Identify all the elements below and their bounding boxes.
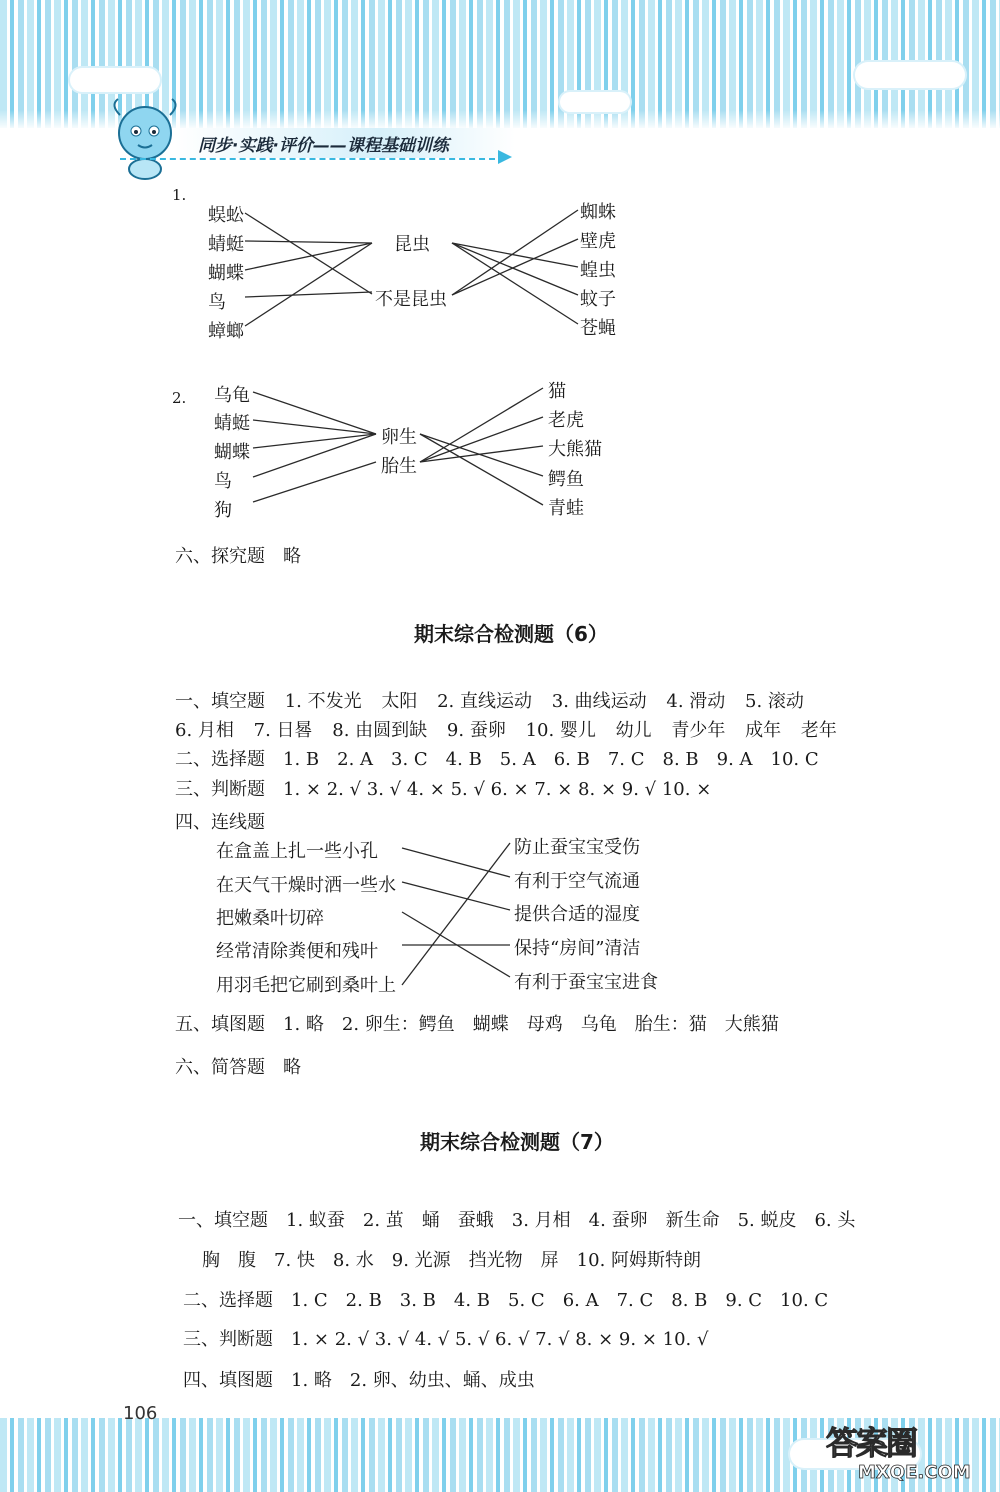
line-q1-hudie-kunchong	[245, 243, 372, 270]
line-q2-daxiongmao	[420, 446, 543, 462]
watermark-logo: 答案圈	[826, 1424, 917, 1462]
q1-right-item: 苍蝇	[580, 318, 616, 339]
line-q1-wugong-bushikunchong	[245, 213, 372, 294]
q6-answer: 六、探究题 略	[175, 546, 301, 567]
q1-center-item: 不是昆虫	[375, 289, 447, 310]
q2-left-item: 蝴蝶	[214, 442, 250, 463]
q2-center-item: 卵生	[381, 427, 417, 448]
q1-left-item: 蜻蜓	[208, 234, 244, 255]
series-title: 同步·实践·评价——课程基础训练	[198, 136, 449, 156]
q2-center-item: 胎生	[381, 456, 417, 477]
q2-number: 2.	[172, 389, 187, 407]
q2-left-item: 乌龟	[214, 385, 250, 406]
test6-match-label: 四、连线题	[175, 812, 265, 833]
fill-answer: 1. 不发光	[284, 691, 362, 712]
fill-label: 一、填空题	[175, 691, 265, 712]
fill-answer: 太阳	[381, 691, 418, 712]
line-m1	[402, 848, 510, 877]
line-q1-niao-bushikunchong	[245, 292, 372, 297]
q2-right-item: 鳄鱼	[548, 469, 584, 490]
line-q1-zhizhu	[452, 210, 578, 295]
match-right-item: 保持“房间”清洁	[514, 938, 641, 959]
line-q2-mao	[420, 388, 543, 462]
q2-right-item: 猫	[548, 381, 566, 402]
q1-left-item: 蟑螂	[208, 321, 244, 342]
fill-answer: 10. 婴儿	[525, 720, 596, 741]
fill-answer: 6. 月相	[175, 720, 234, 741]
q1-number: 1.	[172, 186, 187, 204]
match-right-item: 提供合适的湿度	[514, 904, 640, 925]
fill-answer: 4. 滑动	[666, 691, 726, 712]
line-q2-wugui	[253, 392, 376, 434]
q2-right-item: 老虎	[548, 410, 584, 431]
test6-choice: 二、选择题 1. B 2. A 3. C 4. B 5. A 6. B 7. C 8. B 9. A 10. C	[175, 749, 819, 770]
line-q1-qingting-kunchong	[245, 241, 372, 243]
match-left-item: 在天气干燥时洒一些水	[216, 875, 396, 896]
match-right-item: 有利于空气流通	[514, 871, 640, 892]
fill-answer: 3. 曲线运动	[551, 691, 647, 712]
test6-short: 六、简答题 略	[175, 1057, 301, 1078]
q1-center-item: 昆虫	[394, 234, 430, 255]
test6-diagram: 五、填图题 1. 略 2. 卵生：鳄鱼 蝴蝶 母鸡 乌龟 胎生：猫 大熊猫	[175, 1014, 779, 1035]
test7-judge: 三、判断题 1. × 2. √ 3. √ 4. √ 5. √ 6. √ 7. √ 8. × 9. × 10. √	[183, 1329, 709, 1350]
q1-right-item: 蜘蛛	[580, 202, 616, 223]
q1-right-item: 蚊子	[580, 289, 616, 310]
line-m2	[402, 882, 510, 910]
q1-left-item: 蝴蝶	[208, 263, 244, 284]
fill-answer: 7. 日晷	[253, 720, 313, 741]
fill-answer: 2. 直线运动	[437, 691, 533, 712]
match-left-item: 经常清除粪便和残叶	[216, 941, 378, 962]
fill-answer: 5. 滚动	[745, 691, 804, 712]
match-left-item: 用羽毛把它刷到桑叶上	[216, 975, 396, 996]
q2-left-item: 蜻蜓	[214, 413, 250, 434]
test6-fill-line1	[175, 687, 818, 713]
watermark-url: MXQE.COM	[858, 1462, 971, 1483]
match-left-item: 在盒盖上扎一些小孔	[216, 841, 378, 862]
match-right-item: 防止蚕宝宝受伤	[514, 837, 640, 858]
match-left-item: 把嫩桑叶切碎	[216, 908, 324, 929]
page-number: 106	[123, 1403, 158, 1424]
fill-answer: 青少年	[671, 720, 726, 741]
q1-right-item: 壁虎	[580, 231, 616, 252]
line-q2-qingting	[253, 420, 376, 434]
q2-right-item: 青蛙	[548, 498, 584, 519]
test7-fill-line2: 胸 腹 7. 快 8. 水 9. 光源 挡光物 屏 10. 阿姆斯特朗	[202, 1250, 702, 1271]
line-q1-zhanglang-kunchong	[245, 243, 372, 326]
test6-title: 期末综合检测题（6）	[414, 622, 608, 646]
test6-judge: 三、判断题 1. × 2. √ 3. √ 4. × 5. √ 6. × 7. × 8. × 9. √ 10. ×	[175, 779, 712, 800]
match-right-item: 有利于蚕宝宝进食	[514, 972, 658, 993]
fill-answer: 成年	[745, 720, 782, 741]
fill-answer: 老年	[800, 720, 837, 741]
line-q2-gou	[253, 462, 376, 502]
test7-fill-line1: 一、填空题 1. 蚁蚕 2. 茧 蛹 蚕蛾 3. 月相 4. 蚕卵 新生命 5. 蜕皮 6. 头	[178, 1210, 856, 1231]
q1-left-item: 蜈蚣	[208, 205, 244, 226]
q2-left-item: 鸟	[214, 471, 232, 492]
q1-right-item: 蝗虫	[580, 260, 616, 281]
test7-title: 期末综合检测题（7）	[420, 1130, 614, 1154]
test6-fill-line2	[175, 716, 851, 742]
fill-answer: 幼儿	[615, 720, 652, 741]
fill-answer: 8. 由圆到缺	[332, 720, 428, 741]
test7-choice: 二、选择题 1. C 2. B 3. B 4. B 5. C 6. A 7. C 8. B 9. C 10. C	[183, 1290, 829, 1311]
fill-answer: 9. 蚕卵	[446, 720, 506, 741]
q2-right-item: 大熊猫	[548, 439, 602, 460]
line-m5	[402, 843, 510, 985]
test7-diagram: 四、填图题 1. 略 2. 卵、幼虫、蛹、成虫	[183, 1370, 535, 1391]
q1-left-item: 鸟	[208, 292, 226, 313]
q2-left-item: 狗	[214, 500, 232, 521]
